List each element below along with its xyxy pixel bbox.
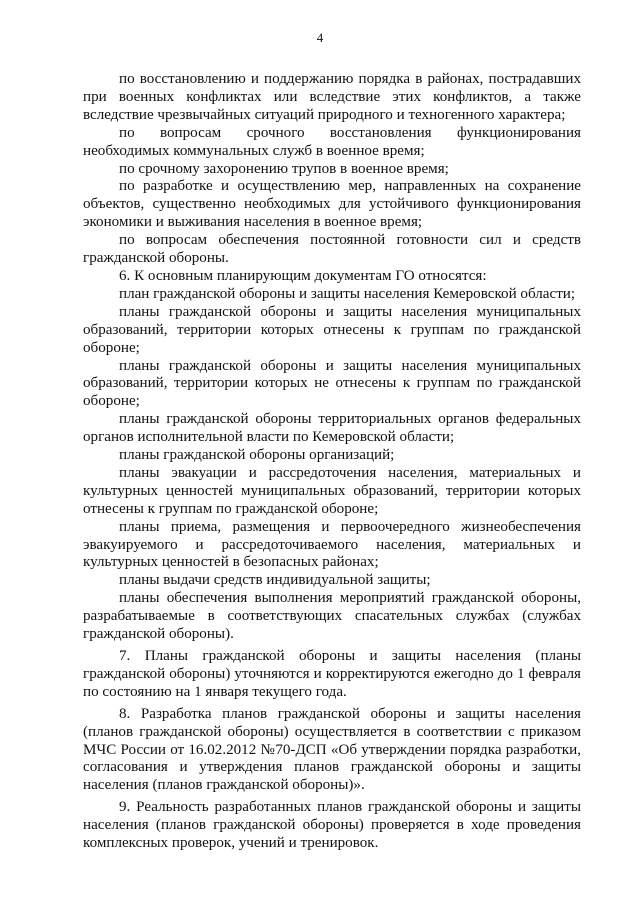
document-body xyxy=(83,71,581,853)
paragraph-regional-plan: план гражданской обороны и защиты населения Кемеровской области; xyxy=(119,285,576,302)
paragraph-municipal-plans-grouped: планы гражданской обороны и защиты населения муниципальных образований, территории которых отнесены к группам по гражданской обороне; xyxy=(83,303,581,356)
paragraph-rescue-services-plans: планы обеспечения выполнения мероприятий гражданской обороны, разрабатываемые в соответствующих спасательных службах (службах гражданской обороны). xyxy=(83,590,581,643)
paragraph-item-9: 9. Реальность разработанных планов гражданской обороны и защиты населения (планов гражданской обороны) проверяется в ходе проведения комплексных проверок, учений и тренировок. xyxy=(83,799,581,852)
paragraph-restore-order: по восстановлению и поддержанию порядка в районах, пострадавших при военных конфликтах или вследствие этих конфликтов, а также вследствие чрезвычайных ситуаций природного и техногенного характера; xyxy=(83,71,581,123)
paragraph-preserve-objects: по разработке и осуществлению мер, направленных на сохранение объектов, существенно необходимых для устойчивого функционирования экономики и выживания населения в военное время; xyxy=(83,178,581,231)
paragraph-burial: по срочному захоронению трупов в военное время; xyxy=(119,160,449,177)
paragraph-organization-plans: планы гражданской обороны организаций; xyxy=(119,447,395,464)
paragraph-readiness: по вопросам обеспечения постоянной готовности сил и средств гражданской обороны. xyxy=(83,232,581,267)
paragraph-protective-equipment-plans: планы выдачи средств индивидуальной защиты; xyxy=(119,572,431,589)
paragraph-item-8: 8. Разработка планов гражданской обороны и защиты населения (планов гражданской обороны) осуществляется в соответствии с приказом МЧС России от 16.02.2012 №70-ДСП «Об утверждении порядка разработки, согласования и утверждения планов гражданской обороны и защиты населения (планов гражданской обороны)». xyxy=(83,705,581,794)
page-number: 4 xyxy=(316,30,324,45)
paragraph-evacuation-plans: планы эвакуации и рассредоточения населения, материальных и культурных ценностей муниципальных образований, территории которых отнесены к группам по гражданской обороне; xyxy=(83,464,581,517)
paragraph-communal-services: по вопросам срочного восстановления функционирования необходимых коммунальных служб в военное время; xyxy=(83,124,581,159)
paragraph-item-7: 7. Планы гражданской обороны и защиты населения (планы гражданской обороны) уточняются и корректируются ежегодно до 1 февраля по состоянию на 1 января текущего года. xyxy=(83,648,581,700)
paragraph-reception-plans: планы приема, размещения и первоочередного жизнеобеспечения эвакуируемого и рассредоточиваемого населения, материальных и культурных ценностей в безопасных районах; xyxy=(83,518,581,571)
paragraph-federal-bodies-plans: планы гражданской обороны территориальных органов федеральных органов исполнительной власти по Кемеровской области; xyxy=(83,411,581,446)
paragraph-item-6: 6. К основным планирующим документам ГО относятся: xyxy=(119,267,487,284)
paragraph-municipal-plans-not-grouped: планы гражданской обороны и защиты населения муниципальных образований, территории которых не отнесены к группам по гражданской обороне; xyxy=(83,357,581,410)
